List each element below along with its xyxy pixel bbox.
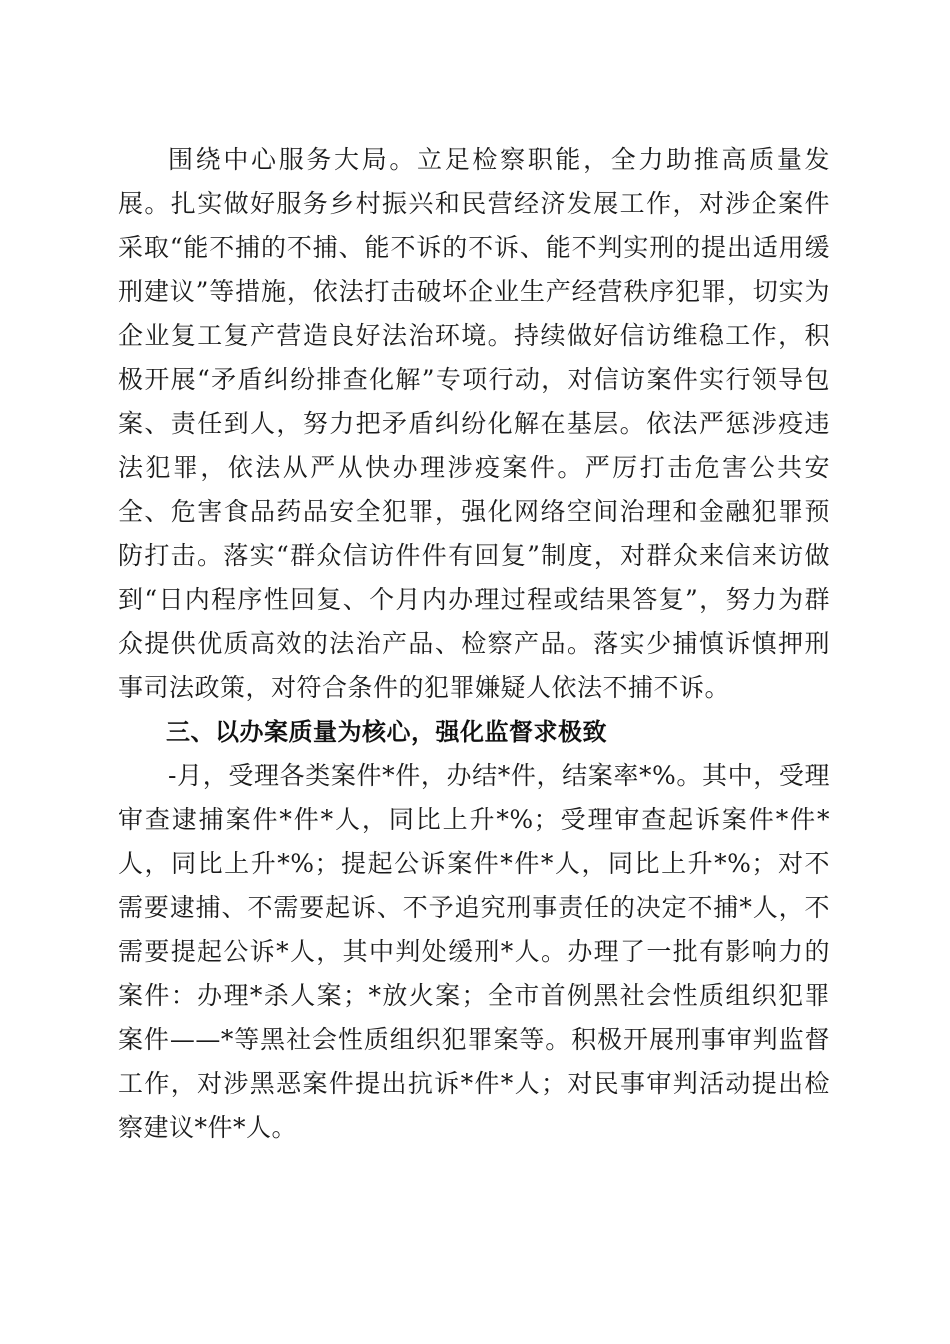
paragraph-case-statistics: -月，受理各类案件*件，办结*件，结案率*%。其中，受理审查逮捕案件*件*人，同比上升*%；受理审查起诉案件*件*人，同比上升*%；提起公诉案件*件*人，同比上升*%；对不需要逮捕、不需要起诉、不予追究刑事责任的决定不捕*人，不需要提起公诉*人，其中判处缓刑*人。办理了一批有影响力的案件：办理*杀人案；*放火案；全市首例黑社会性质组织犯罪案件——*等黑社会性质组织犯罪案等。积极开展刑事审判监督工作，对涉黑恶案件提出抗诉*件*人；对民事审判活动提出检察建议*件*人。: [118, 761, 830, 1142]
section-heading-3: 三、以办案质量为核心，强化监督求极致: [166, 718, 607, 746]
paragraph-service-overall: 围绕中心服务大局。立足检察职能，全力助推高质量发展。扎实做好服务乡村振兴和民营经济发展工作，对涉企案件采取“能不捕的不捕、能不诉的不诉、能不判实刑的提出适用缓刑建议”等措施，依法打击破坏企业生产经营秩序犯罪，切实为企业复工复产营造良好法治环境。持续做好信访维稳工作，积极开展“矛盾纠纷排查化解”专项行动，对信访案件实行领导包案、责任到人，努力把矛盾纠纷化解在基层。依法严惩涉疫违法犯罪，依法从严从快办理涉疫案件。严厉打击危害公共安全、危害食品药品安全犯罪，强化网络空间治理和金融犯罪预防打击。落实“群众信访件件有回复”制度，对群众来信来访做到“日内程序性回复、个月内办理过程或结果答复”，努力为群众提供优质高效的法治产品、检察产品。落实少捕慎诉慎押刑事司法政策，对符合条件的犯罪嫌疑人依法不捕不诉。: [118, 145, 830, 702]
document-body: [118, 138, 830, 1150]
